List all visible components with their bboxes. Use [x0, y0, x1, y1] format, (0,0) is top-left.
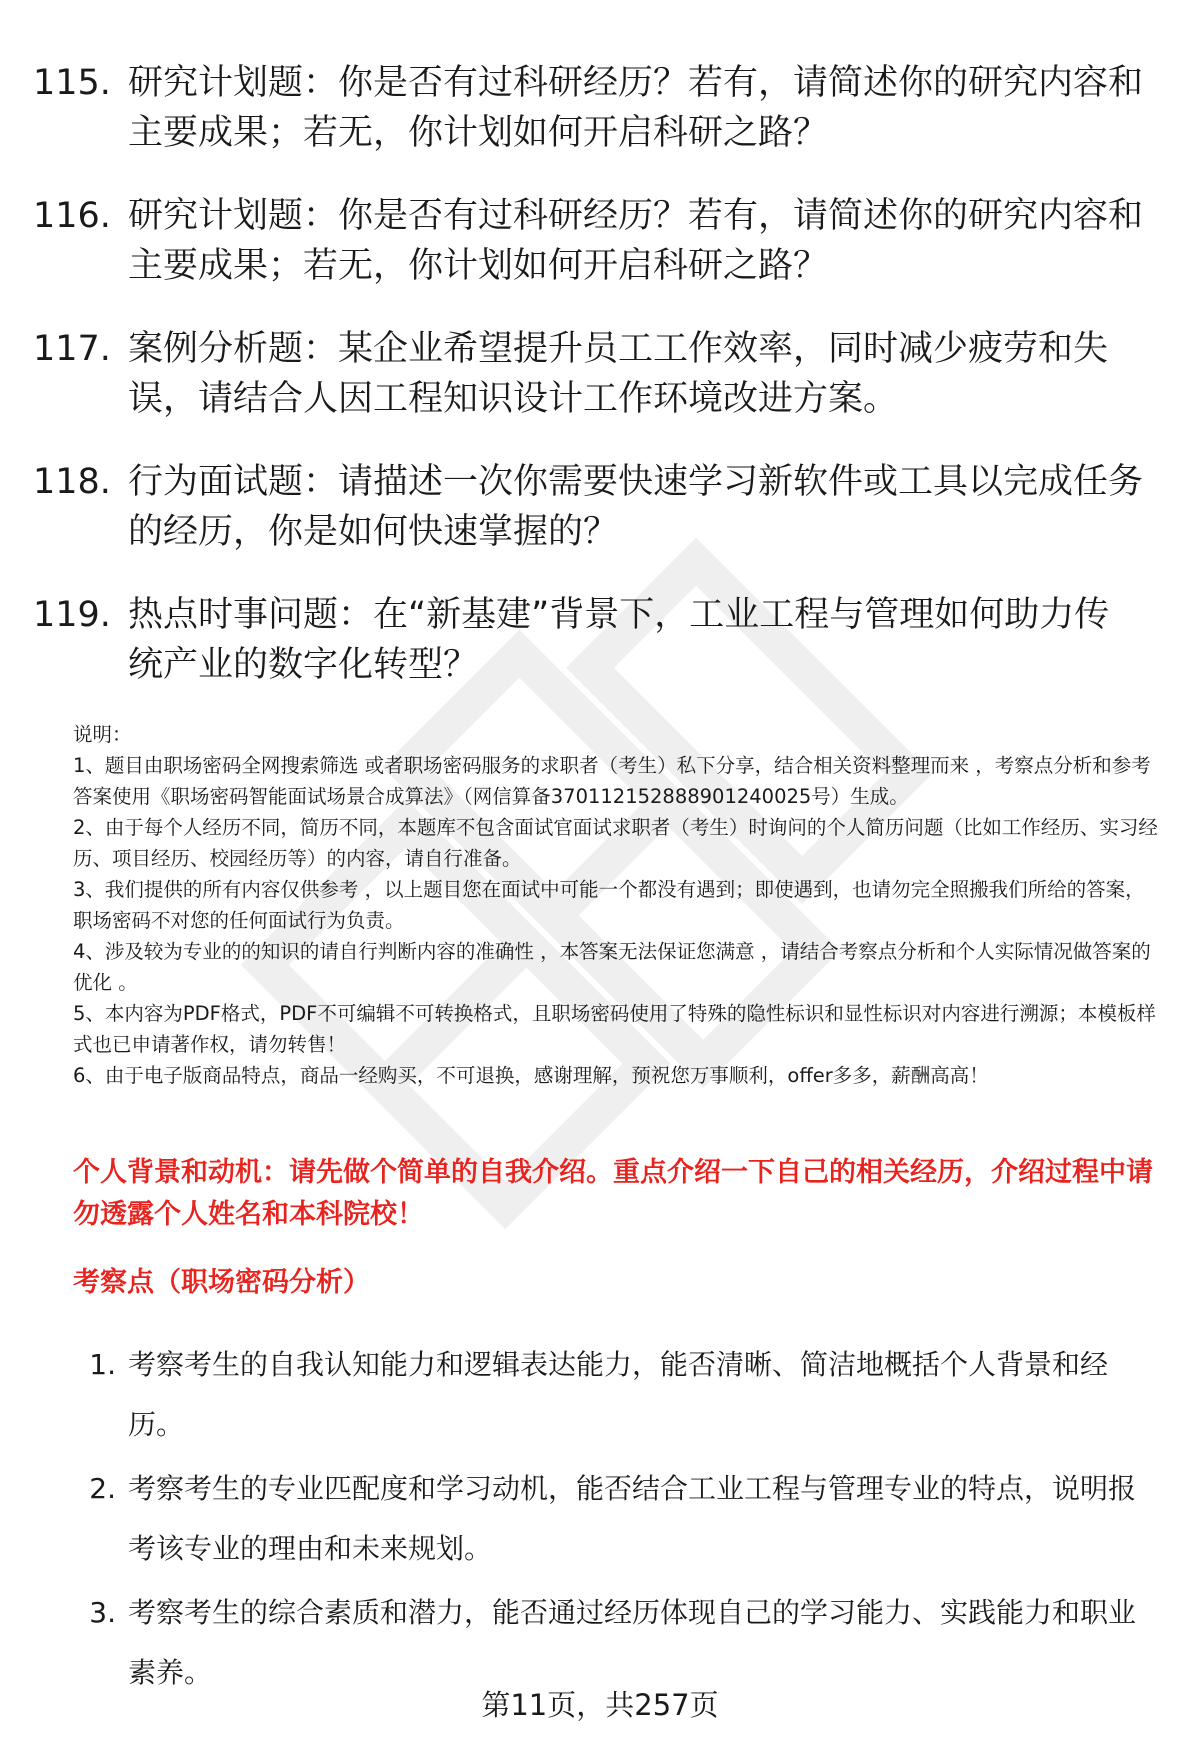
- question-number: 116.: [33, 196, 111, 236]
- question-text: 热点时事问题：在“新基建”背景下，工业工程与管理如何助力传统产业的数字化转型？: [128, 595, 1110, 685]
- question-text: 行为面试题：请描述一次你需要快速学习新软件或工具以完成任务的经历，你是如何快速掌握的？: [128, 462, 1144, 552]
- question-number: 115.: [33, 63, 111, 103]
- note-item: 2、由于每个人经历不同，简历不同，本题库不包含面试官面试求职者（考生）时询问的个人简历问题（比如工作经历、实习经历、项目经历、校园经历等）的内容，请自行准备。: [73, 816, 1158, 870]
- section-heading: 个人背景和动机：请先做个简单的自我介绍。重点介绍一下自己的相关经历，介绍过程中请勿透露个人姓名和本科院校！: [73, 1157, 1153, 1230]
- point-text: 考察考生的综合素质和潜力，能否通过经历体现自己的学习能力、实践能力和职业素养。: [128, 1596, 1137, 1689]
- note-item: 3、我们提供的所有内容仅供参考 ，以上题目您在面试中可能一个都没有遇到；即使遇到，也请勿完全照搬我们所给的答案，职场密码不对您的任何面试行为负责。: [73, 878, 1145, 932]
- point-number: 2.: [89, 1472, 116, 1505]
- point-text: 考察考生的自我认知能力和逻辑表达能力，能否清晰、简洁地概括个人背景和经历。: [128, 1348, 1109, 1441]
- question-list: [33, 58, 1143, 723]
- page-number: 第11页，共257页: [481, 1688, 719, 1722]
- list-item: [73, 1459, 1163, 1579]
- question-text: 研究计划题：你是否有过科研经历？若有，请简述你的研究内容和主要成果；若无，你计划如何开启科研之路？: [128, 63, 1144, 153]
- note-item: 4、涉及较为专业的的知识的请自行判断内容的准确性 ，本答案无法保证您满意 ，请结合考察点分析和个人实际情况做答案的优化 。: [73, 940, 1151, 994]
- question-number: 118.: [33, 462, 111, 502]
- note-item: 1、题目由职场密码全网搜索筛选 或者职场密码服务的求职者（考生）私下分享，结合相关资料整理而来 ，考察点分析和参考答案使用《职场密码智能面试场景合成算法》（网信算备370112152888901240025号）生成。: [73, 754, 1151, 808]
- list-item: [73, 1335, 1163, 1455]
- note-item: 5、本内容为PDF格式，PDF不可编辑不可转换格式，且职场密码使用了特殊的隐性标识和显性标识对内容进行溯源；本模板样式也已申请著作权，请勿转售！: [73, 1002, 1156, 1056]
- question-number: 117.: [33, 329, 111, 369]
- assessment-points: [73, 1335, 1163, 1707]
- question-item: [33, 191, 1143, 291]
- question-item: [33, 58, 1143, 158]
- notes-section: [73, 719, 1163, 1091]
- question-text: 研究计划题：你是否有过科研经历？若有，请简述你的研究内容和主要成果；若无，你计划如何开启科研之路？: [128, 196, 1144, 286]
- point-number: 1.: [89, 1348, 116, 1381]
- notes-title: 说明：: [73, 723, 132, 746]
- question-number: 119.: [33, 595, 111, 635]
- question-item: [33, 590, 1143, 690]
- section-subheading: 考察点（职场密码分析）: [73, 1267, 370, 1298]
- question-item: [33, 324, 1143, 424]
- note-item: 6、由于电子版商品特点，商品一经购买，不可退换，感谢理解，预祝您万事顺利，offer多多，薪酬高高！: [73, 1064, 989, 1087]
- question-item: [33, 457, 1143, 557]
- question-text: 案例分析题：某企业希望提升员工工作效率，同时减少疲劳和失误，请结合人因工程知识设计工作环境改进方案。: [128, 329, 1109, 419]
- point-number: 3.: [89, 1596, 116, 1629]
- point-text: 考察考生的专业匹配度和学习动机，能否结合工业工程与管理专业的特点，说明报考该专业的理由和未来规划。: [128, 1472, 1137, 1565]
